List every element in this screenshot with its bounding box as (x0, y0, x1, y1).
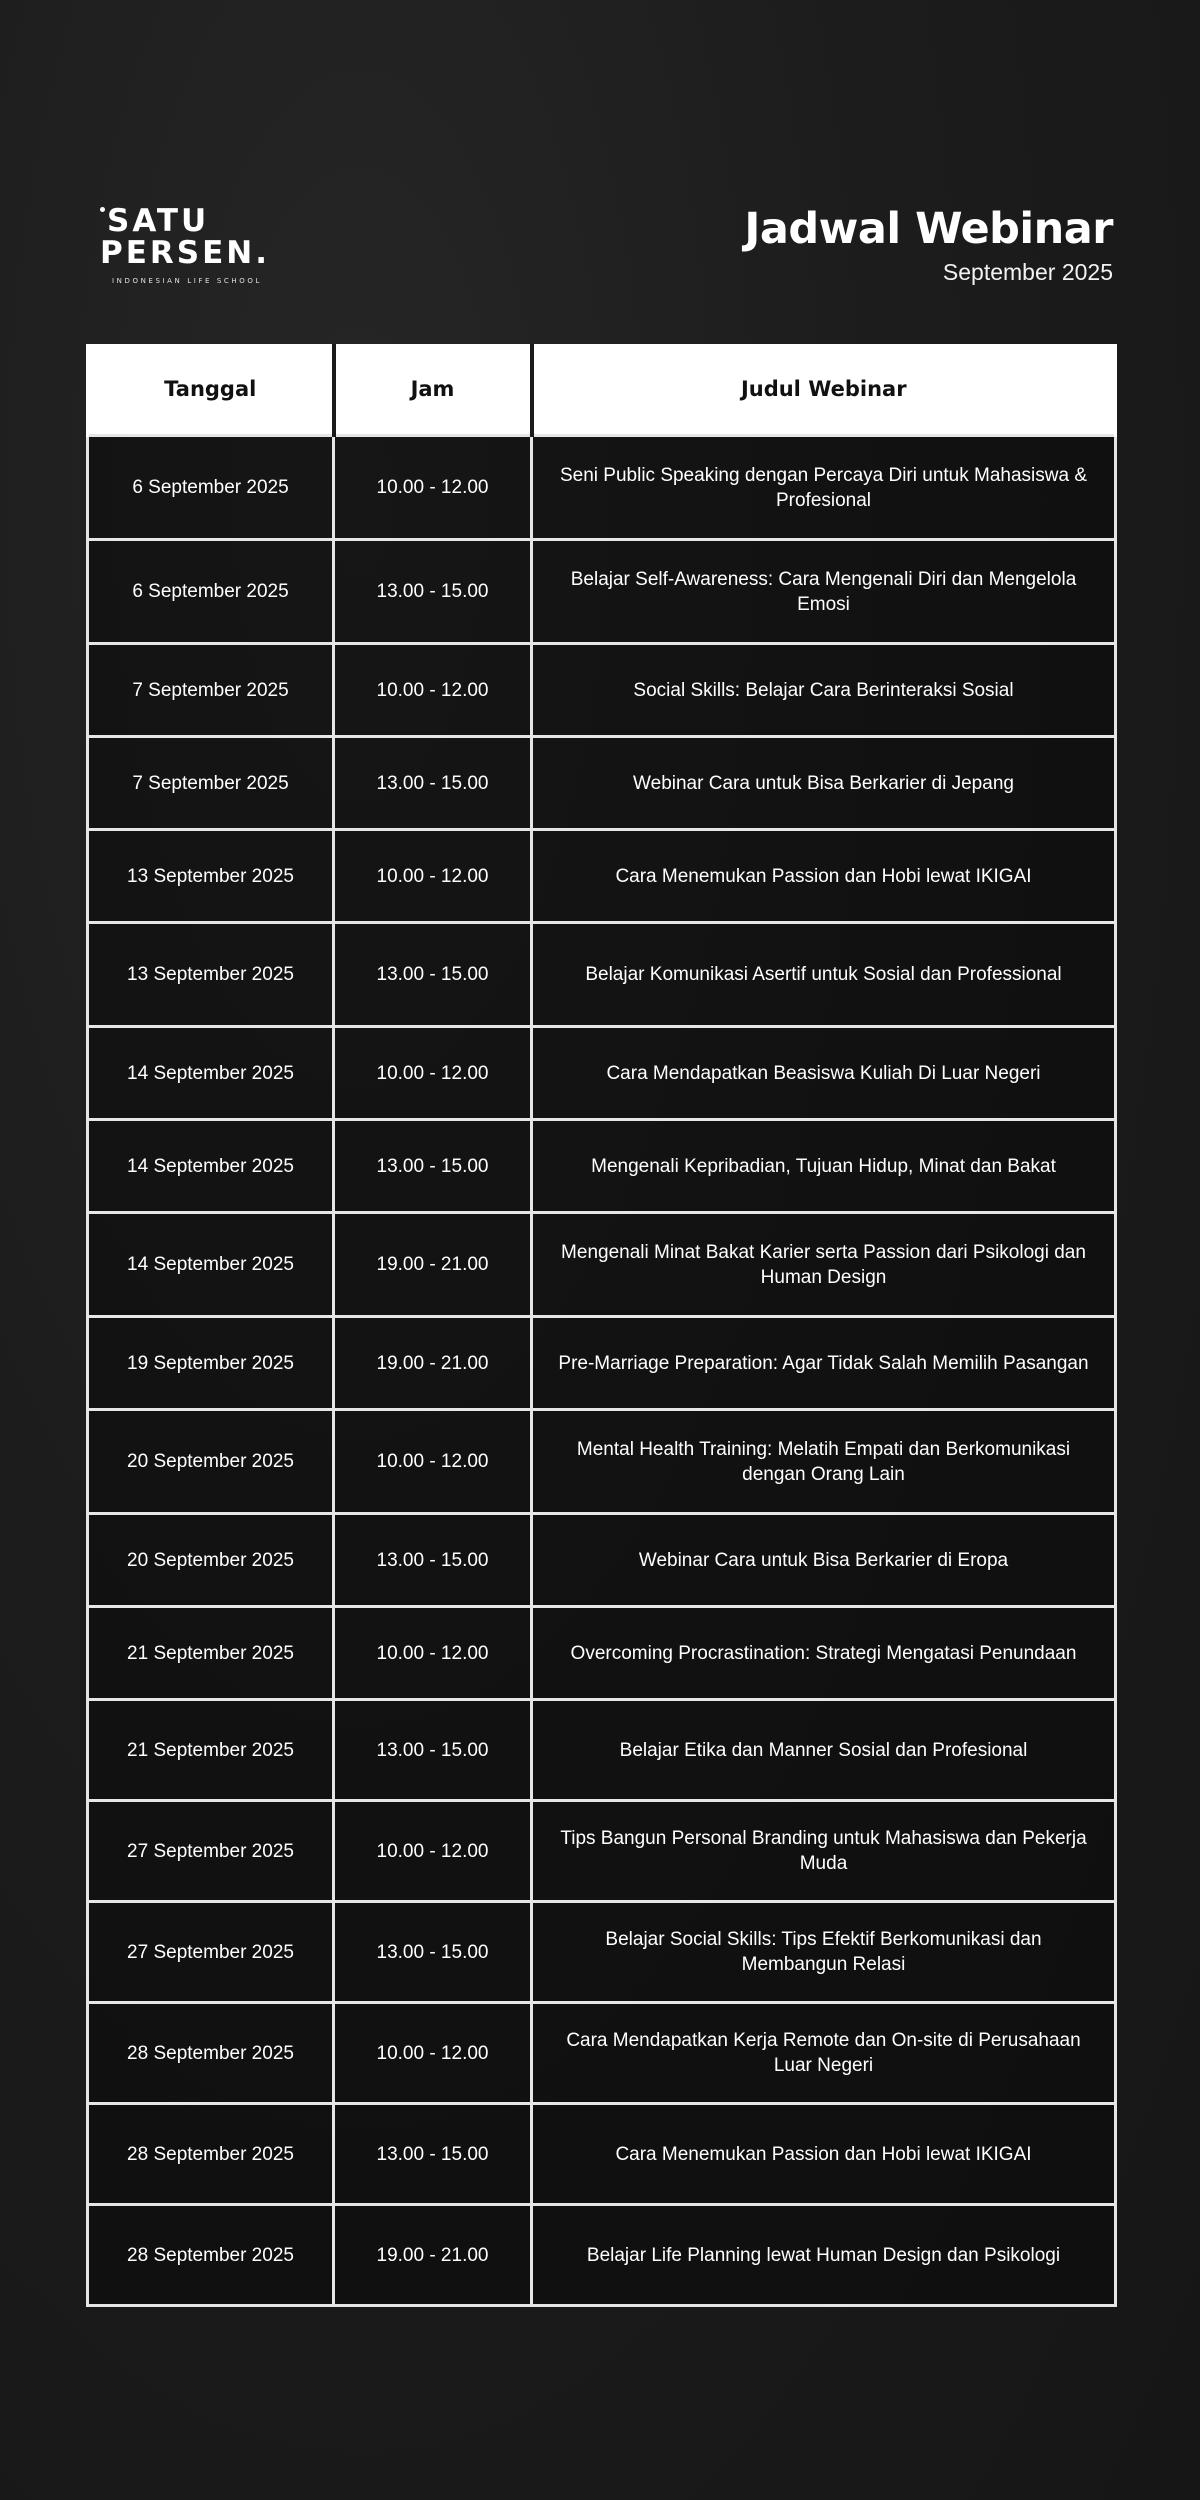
webinar-title-cell: Belajar Life Planning lewat Human Design dan Psikologi (532, 2205, 1116, 2306)
webinar-title-cell: Cara Mendapatkan Beasiswa Kuliah Di Luar Negeri (532, 1027, 1116, 1120)
time-cell: 10.00 - 12.00 (334, 830, 532, 923)
table-row (88, 1410, 1116, 1514)
webinar-title-cell: Belajar Etika dan Manner Sosial dan Profesional (532, 1700, 1116, 1801)
time-cell: 10.00 - 12.00 (334, 1027, 532, 1120)
table-row (88, 436, 1116, 540)
time-cell: 10.00 - 12.00 (334, 1410, 532, 1514)
date-cell: 7 September 2025 (88, 737, 334, 830)
table-row (88, 1514, 1116, 1607)
table-header (88, 344, 1116, 436)
webinar-title-cell: Belajar Social Skills: Tips Efektif Berkomunikasi dan Membangun Relasi (532, 1902, 1116, 2003)
page-subtitle: September 2025 (942, 259, 1113, 285)
time-cell: 13.00 - 15.00 (334, 1700, 532, 1801)
date-cell: 14 September 2025 (88, 1027, 334, 1120)
time-cell: 10.00 - 12.00 (334, 2003, 532, 2104)
table-row (88, 1027, 1116, 1120)
date-cell: 14 September 2025 (88, 1120, 334, 1213)
webinar-title-cell: Cara Menemukan Passion dan Hobi lewat IKIGAI (532, 830, 1116, 923)
time-cell: 13.00 - 15.00 (334, 923, 532, 1027)
date-cell: 27 September 2025 (88, 1902, 334, 2003)
time-cell: 13.00 - 15.00 (334, 1514, 532, 1607)
webinar-title-cell: Cara Mendapatkan Kerja Remote dan On-site di Perusahaan Luar Negeri (532, 2003, 1116, 2104)
header-row (88, 344, 1116, 436)
webinar-title-cell: Belajar Self-Awareness: Cara Mengenali Diri dan Mengelola Emosi (532, 540, 1116, 644)
date-cell: 28 September 2025 (88, 2104, 334, 2205)
webinar-title-cell: Mengenali Minat Bakat Karier serta Passion dari Psikologi dan Human Design (532, 1213, 1116, 1317)
webinar-title-cell: Mengenali Kepribadian, Tujuan Hidup, Minat dan Bakat (532, 1120, 1116, 1213)
date-cell: 28 September 2025 (88, 2205, 334, 2306)
schedule-table (86, 344, 1117, 2307)
time-cell: 13.00 - 15.00 (334, 540, 532, 644)
logo-line-2: PERSEN. (100, 235, 270, 271)
date-cell: 27 September 2025 (88, 1801, 334, 1902)
time-cell: 13.00 - 15.00 (334, 1902, 532, 2003)
webinar-title-cell: Webinar Cara untuk Bisa Berkarier di Jepang (532, 737, 1116, 830)
table-row (88, 2205, 1116, 2306)
date-cell: 19 September 2025 (88, 1317, 334, 1410)
column-header-title: Judul Webinar (532, 344, 1116, 436)
table-row (88, 2104, 1116, 2205)
date-cell: 21 September 2025 (88, 1700, 334, 1801)
title-block (744, 203, 1113, 287)
webinar-title-cell: Tips Bangun Personal Branding untuk Mahasiswa dan Pekerja Muda (532, 1801, 1116, 1902)
page-title: Jadwal Webinar (744, 204, 1113, 254)
table-body (88, 436, 1116, 2306)
webinar-title-cell: Overcoming Procrastination: Strategi Mengatasi Penundaan (532, 1607, 1116, 1700)
date-cell: 13 September 2025 (88, 830, 334, 923)
logo-tagline: INDONESIAN LIFE SCHOOL (112, 277, 262, 285)
table-row (88, 540, 1116, 644)
webinar-title-cell: Cara Menemukan Passion dan Hobi lewat IKIGAI (532, 2104, 1116, 2205)
table-row (88, 1902, 1116, 2003)
time-cell: 19.00 - 21.00 (334, 1317, 532, 1410)
webinar-title-cell: Webinar Cara untuk Bisa Berkarier di Eropa (532, 1514, 1116, 1607)
time-cell: 13.00 - 15.00 (334, 2104, 532, 2205)
table-row (88, 923, 1116, 1027)
date-cell: 21 September 2025 (88, 1607, 334, 1700)
table-row (88, 1317, 1116, 1410)
webinar-title-cell: Social Skills: Belajar Cara Berinteraksi Sosial (532, 644, 1116, 737)
date-cell: 13 September 2025 (88, 923, 334, 1027)
time-cell: 19.00 - 21.00 (334, 2205, 532, 2306)
column-header-date: Tanggal (88, 344, 334, 436)
table-row (88, 1607, 1116, 1700)
table-row (88, 737, 1116, 830)
table-row (88, 2003, 1116, 2104)
webinar-title-cell: Belajar Komunikasi Asertif untuk Sosial dan Professional (532, 923, 1116, 1027)
date-cell: 7 September 2025 (88, 644, 334, 737)
table-row (88, 1213, 1116, 1317)
time-cell: 10.00 - 12.00 (334, 644, 532, 737)
table-row (88, 1700, 1116, 1801)
logo-dot-icon (100, 207, 105, 212)
webinar-title-cell: Pre-Marriage Preparation: Agar Tidak Salah Memilih Pasangan (532, 1317, 1116, 1410)
logo-text-satu: SATU (107, 203, 210, 239)
date-cell: 28 September 2025 (88, 2003, 334, 2104)
table-row (88, 1120, 1116, 1213)
column-header-time: Jam (334, 344, 532, 436)
webinar-title-cell: Seni Public Speaking dengan Percaya Diri untuk Mahasiswa & Profesional (532, 436, 1116, 540)
date-cell: 20 September 2025 (88, 1514, 334, 1607)
webinar-title-cell: Mental Health Training: Melatih Empati dan Berkomunikasi dengan Orang Lain (532, 1410, 1116, 1514)
time-cell: 10.00 - 12.00 (334, 1607, 532, 1700)
table-row (88, 1801, 1116, 1902)
time-cell: 13.00 - 15.00 (334, 1120, 532, 1213)
time-cell: 19.00 - 21.00 (334, 1213, 532, 1317)
table-row (88, 644, 1116, 737)
logo-line-1 (100, 205, 280, 237)
time-cell: 10.00 - 12.00 (334, 436, 532, 540)
date-cell: 20 September 2025 (88, 1410, 334, 1514)
table-row (88, 830, 1116, 923)
brand-logo (100, 205, 280, 285)
time-cell: 13.00 - 15.00 (334, 737, 532, 830)
date-cell: 6 September 2025 (88, 540, 334, 644)
date-cell: 14 September 2025 (88, 1213, 334, 1317)
date-cell: 6 September 2025 (88, 436, 334, 540)
time-cell: 10.00 - 12.00 (334, 1801, 532, 1902)
